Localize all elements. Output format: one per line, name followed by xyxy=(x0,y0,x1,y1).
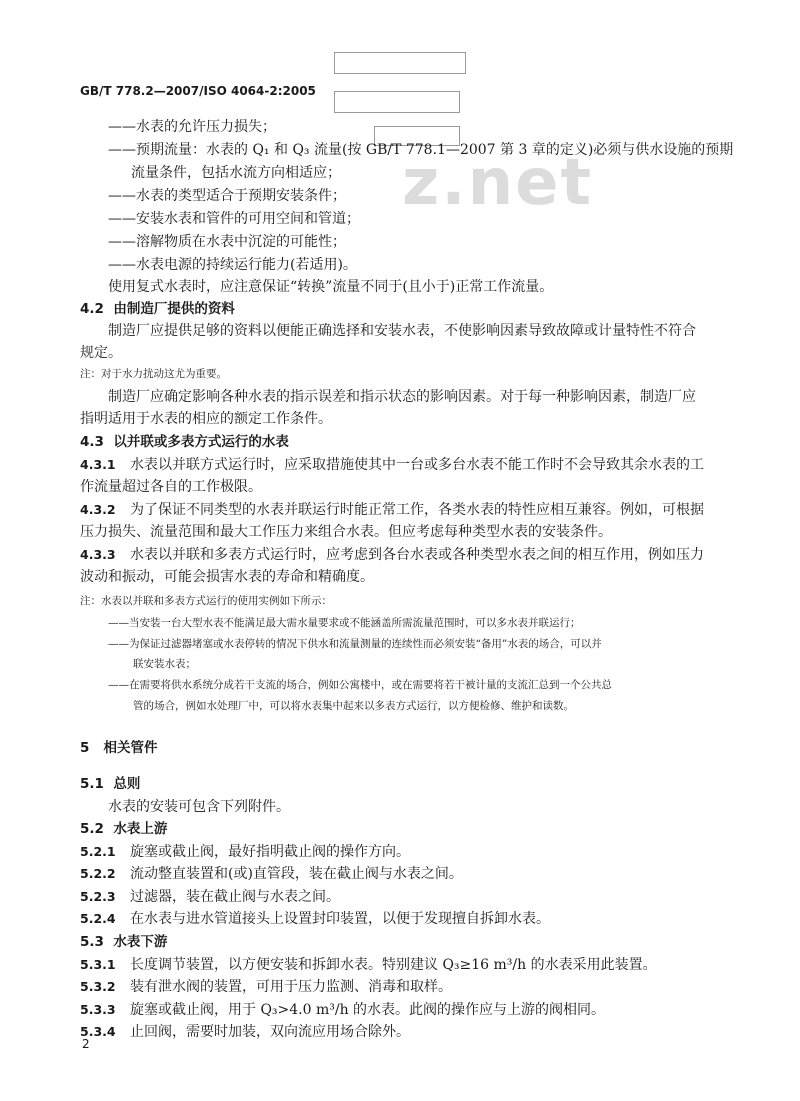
section-title: 以并联或多表方式运行的水表 xyxy=(113,434,289,450)
list-item: ——水表的允许压力损失； xyxy=(108,119,276,135)
paragraph: 压力损失、流量范围和最大工作压力来组合水表。但应考虑每种类型水表的安装条件。 xyxy=(80,524,612,540)
section-heading xyxy=(80,434,289,450)
note-item: ——为保证过滤器堵塞或水表停转的情况下供水和流量测量的连续性而必须安装“备用”水表的场合，可以并 xyxy=(108,638,602,650)
paragraph: 水表的安装可包含下列附件。 xyxy=(108,799,290,815)
section-title: 相关管件 xyxy=(103,740,158,756)
watermark: z.net xyxy=(402,146,594,220)
clause-number: 5.3.1 xyxy=(80,957,116,972)
paragraph: 制造厂应确定影响各种水表的指示误差和指示状态的影响因素。对于每一种影响因素，制造厂应 xyxy=(108,389,696,405)
paragraph: 使用复式水表时，应注意保证“转换”流量不同于(且小于)正常工作流量。 xyxy=(108,279,554,295)
paragraph: 制造厂应提供足够的资料以便能正确选择和安装水表，不使影响因素导致故障或计量特性不符合 xyxy=(108,323,696,339)
clause-text: 水表以并联和多表方式运行时，应考虑到各台水表或各种类型水表之间的相互作用，例如压力 xyxy=(130,547,704,563)
section-number: 5 xyxy=(80,740,90,756)
clause-text: 长度调节装置，以方便安装和拆卸水表。特别建议 Q₃≥16 m³/h 的水表采用此装置。 xyxy=(130,957,657,973)
note-item: ——在需要将供水系统分成若干支流的场合，例如公寓楼中，或在需要将若干被计量的支流汇总到一个公共总 xyxy=(108,679,612,691)
clause-number: 5.2.3 xyxy=(80,889,116,904)
paragraph: 作流量超过各自的工作极限。 xyxy=(80,479,262,495)
section-number: 4.3 xyxy=(80,434,104,450)
section-title: 总则 xyxy=(113,776,141,792)
clause xyxy=(80,1002,605,1018)
redaction-box xyxy=(334,52,466,74)
clause-number: 4.3.3 xyxy=(80,547,116,562)
section-title: 水表下游 xyxy=(113,934,168,950)
clause-text: 水表以并联方式运行时，应采取措施使其中一台或多台水表不能工作时不会导致其余水表的工 xyxy=(130,457,704,473)
note: 注：水表以并联和多表方式运行的使用实例如下所示： xyxy=(80,595,332,607)
clause xyxy=(80,911,550,927)
clause-text: 流动整直装置和(或)直管段，装在截止阀与水表之间。 xyxy=(130,866,463,882)
note-item: 管的场合，例如水处理厂中，可以将水表集中起来以多表方式运行，以方便检修、维护和读数。 xyxy=(133,700,574,712)
section-number: 5.1 xyxy=(80,776,104,792)
note: 注：对于水力扰动这尤为重要。 xyxy=(80,368,227,380)
list-item: ——水表的类型适合于预期安装条件； xyxy=(108,188,346,204)
list-item: ——溶解物质在水表中沉淀的可能性； xyxy=(108,234,346,250)
clause xyxy=(80,957,657,973)
page-number: 2 xyxy=(82,1037,90,1051)
clause-number: 5.3.4 xyxy=(80,1024,116,1039)
clause xyxy=(80,457,704,473)
clause-number: 5.2.4 xyxy=(80,911,116,926)
section-heading xyxy=(80,821,167,837)
clause xyxy=(80,844,410,860)
list-item: ——安装水表和管件的可用空间和管道； xyxy=(108,211,360,227)
clause-text: 旋塞或截止阀，用于 Q₃>4.0 m³/h 的水表。此阀的操作应与上游的阀相同。 xyxy=(130,1002,606,1018)
clause xyxy=(80,1024,410,1040)
clause-number: 4.3.2 xyxy=(80,502,116,517)
note-item: 联安装水表； xyxy=(133,658,196,670)
page-header: GB/T 778.2—2007/ISO 4064-2:2005 xyxy=(80,84,316,98)
section-number: 5.3 xyxy=(80,934,104,950)
section-title: 水表上游 xyxy=(113,821,168,837)
clause-text: 止回阀，需要时加装，双向流应用场合除外。 xyxy=(130,1024,410,1040)
paragraph: 波动和振动，可能会损害水表的寿命和精确度。 xyxy=(80,569,374,585)
clause-number: 5.2.2 xyxy=(80,866,116,881)
section-heading xyxy=(80,776,140,792)
list-item: 流量条件，包括水流方向相适应； xyxy=(131,165,341,181)
clause-text: 在水表与进水管道接头上设置封印装置，以便于发现擅自拆卸水表。 xyxy=(130,911,550,927)
section-heading xyxy=(80,301,235,317)
clause-number: 5.3.3 xyxy=(80,1002,116,1017)
clause xyxy=(80,889,340,905)
section-number: 5.2 xyxy=(80,821,104,837)
paragraph: 规定。 xyxy=(80,345,122,361)
clause-text: 旋塞或截止阀，最好指明截止阀的操作方向。 xyxy=(130,844,410,860)
section-heading xyxy=(80,934,167,950)
clause-text: 为了保证不同类型的水表并联运行时能正常工作，各类水表的特性应相互兼容。例如，可根据 xyxy=(130,502,704,518)
paragraph: 指明适用于水表的相应的额定工作条件。 xyxy=(80,411,332,427)
clause-number: 4.3.1 xyxy=(80,457,116,472)
clause-text: 装有泄水阀的装置，可用于压力监测、消毒和取样。 xyxy=(130,979,452,995)
clause-text: 过滤器，装在截止阀与水表之间。 xyxy=(130,889,340,905)
clause xyxy=(80,979,452,995)
clause-number: 5.3.2 xyxy=(80,979,116,994)
list-item: ——水表电源的持续运行能力(若适用)。 xyxy=(108,257,357,273)
redaction-box xyxy=(334,91,460,113)
clause xyxy=(80,547,704,563)
section-number: 4.2 xyxy=(80,301,104,317)
section-title: 由制造厂提供的资料 xyxy=(113,301,235,317)
clause xyxy=(80,866,463,882)
clause-number: 5.2.1 xyxy=(80,844,116,859)
note-item: ——当安装一台大型水表不能满足最大需水量要求或不能涵盖所需流量范围时，可以多水表并联运行； xyxy=(108,617,581,629)
list-item: ——预期流量：水表的 Q₁ 和 Q₃ 流量(按 GB/T 778.1—2007 第 3 章的定义)必须与供水设施的预期 xyxy=(108,142,734,158)
clause xyxy=(80,502,704,518)
section-heading xyxy=(80,740,158,756)
